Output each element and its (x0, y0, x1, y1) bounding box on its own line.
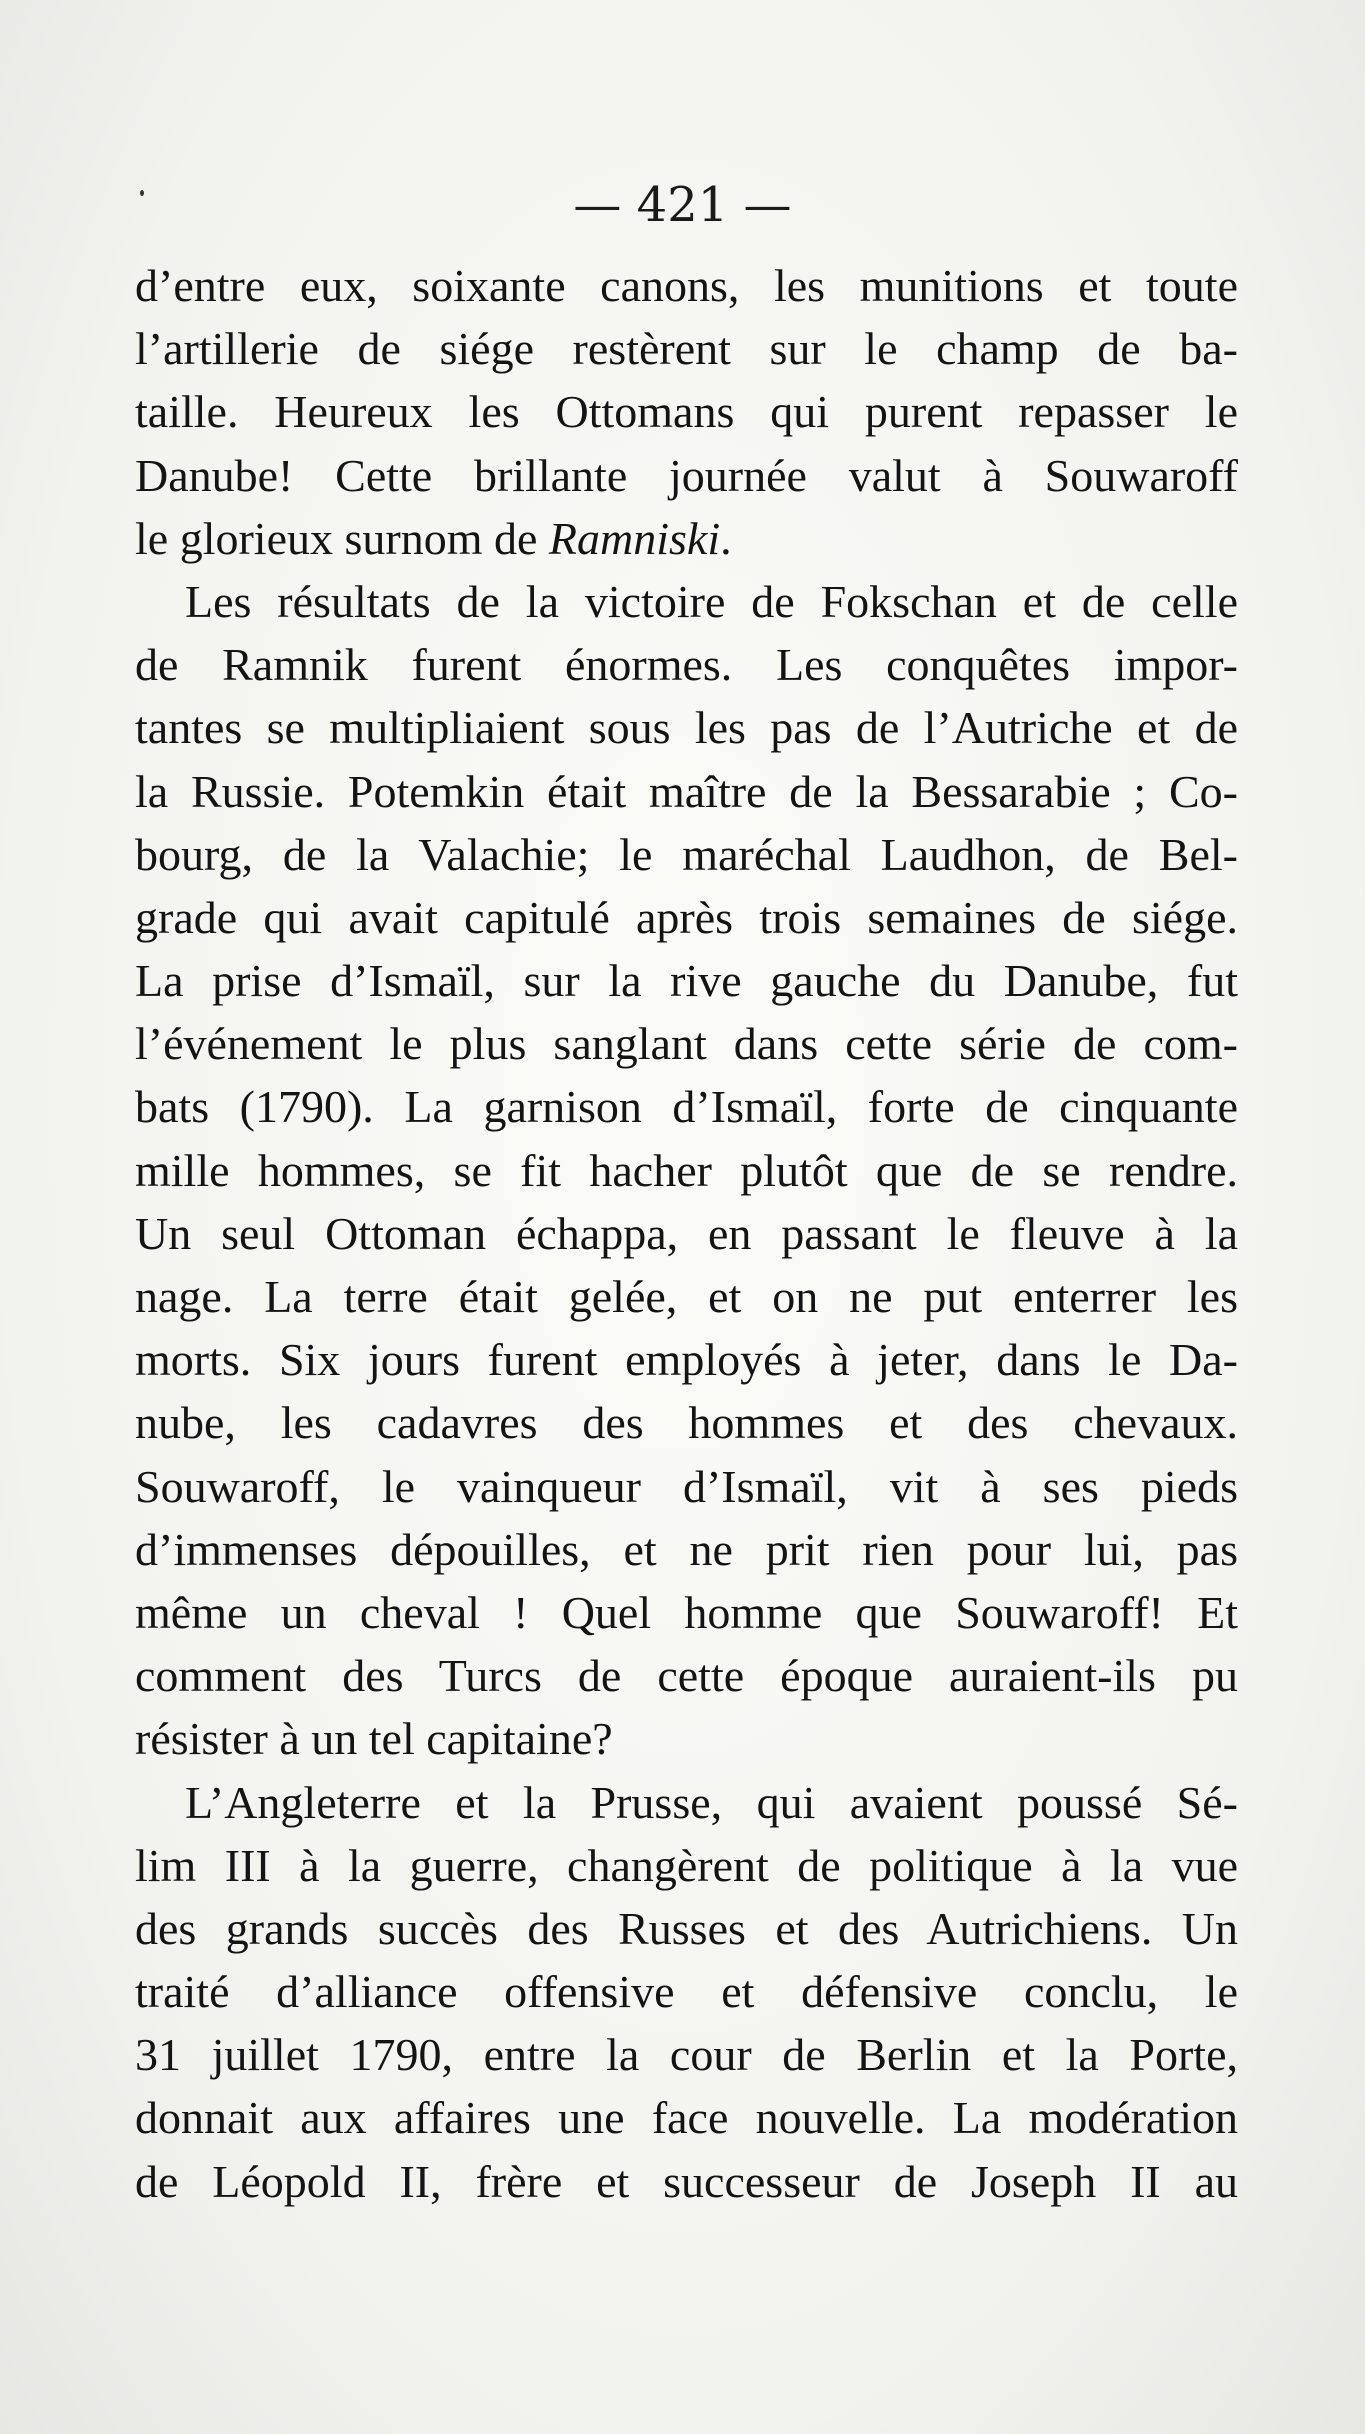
text-line: grade qui avait capitulé après trois semaines de siége. (135, 891, 1238, 943)
text-segment: le glorieux surnom de (135, 512, 549, 564)
text-line: la Russie. Potemkin était maître de la Bessarabie ; Co- (135, 765, 1238, 817)
text-line: lim III à la guerre, changèrent de politique à la vue (135, 1839, 1238, 1891)
text-line: Danube! Cette brillante journée valut à Souwaroff (135, 449, 1238, 501)
text-line: La prise d’Ismaïl, sur la rive gauche du Danube, fut (135, 955, 1238, 1007)
text-line (135, 507, 1238, 570)
text-line: même un cheval ! Quel homme que Souwaroff! Et (135, 1586, 1238, 1638)
text-line: nube, les cadavres des hommes et des chevaux. (135, 1397, 1238, 1449)
text-line: l’artillerie de siége restèrent sur le champ de ba- (135, 323, 1238, 375)
text-line: des grands succès des Russes et des Autrichiens. Un (135, 1902, 1238, 1954)
text-line: traité d’alliance offensive et défensive conclu, le (135, 1966, 1238, 2018)
text-line: d’entre eux, soixante canons, les munitions et toute (135, 260, 1238, 311)
text-line: de Léopold II, frère et successeur de Joseph II au (135, 2155, 1238, 2207)
page-number: — 421 — (573, 177, 792, 233)
text-line: L’Angleterre et la Prusse, qui avaient poussé Sé- (185, 1776, 1238, 1828)
text-line: 31 juillet 1790, entre la cour de Berlin et la Porte, (135, 2029, 1238, 2081)
text-line: bats (1790). La garnison d’Ismaïl, forte de cinquante (135, 1081, 1238, 1133)
text-line: mille hommes, se fit hacher plutôt que de se rendre. (135, 1144, 1238, 1196)
text-line: d’immenses dépouilles, et ne prit rien pour lui, pas (135, 1523, 1238, 1575)
text-line: donnait aux affaires une face nouvelle. La modération (135, 2092, 1238, 2144)
text-segment: . (720, 512, 732, 564)
text-line: taille. Heureux les Ottomans qui purent repasser le (135, 386, 1238, 438)
text-line: l’événement le plus sanglant dans cette série de com- (135, 1018, 1238, 1070)
text-line: comment des Turcs de cette époque auraient-ils pu (135, 1650, 1238, 1702)
text-line: bourg, de la Valachie; le maréchal Laudhon, de Bel- (135, 828, 1238, 880)
text-line: résister à un tel capitaine? (135, 1713, 613, 1765)
text-line: tantes se multipliaient sous les pas de l’Autriche et de (135, 702, 1238, 754)
italic-place-name: Ramniski (548, 512, 721, 564)
text-line: Les résultats de la victoire de Fokschan et de celle (185, 575, 1238, 627)
text-line: Souwaroff, le vainqueur d’Ismaïl, vit à ses pieds (135, 1460, 1238, 1512)
body-text (135, 254, 1238, 2213)
text-line: nage. La terre était gelée, et on ne put enterrer les (135, 1271, 1238, 1322)
text-line: de Ramnik furent énormes. Les conquêtes impor- (135, 639, 1238, 691)
text-line: morts. Six jours furent employés à jeter, dans le Da- (135, 1334, 1238, 1386)
text-line: Un seul Ottoman échappa, en passant le fleuve à la (135, 1207, 1238, 1259)
